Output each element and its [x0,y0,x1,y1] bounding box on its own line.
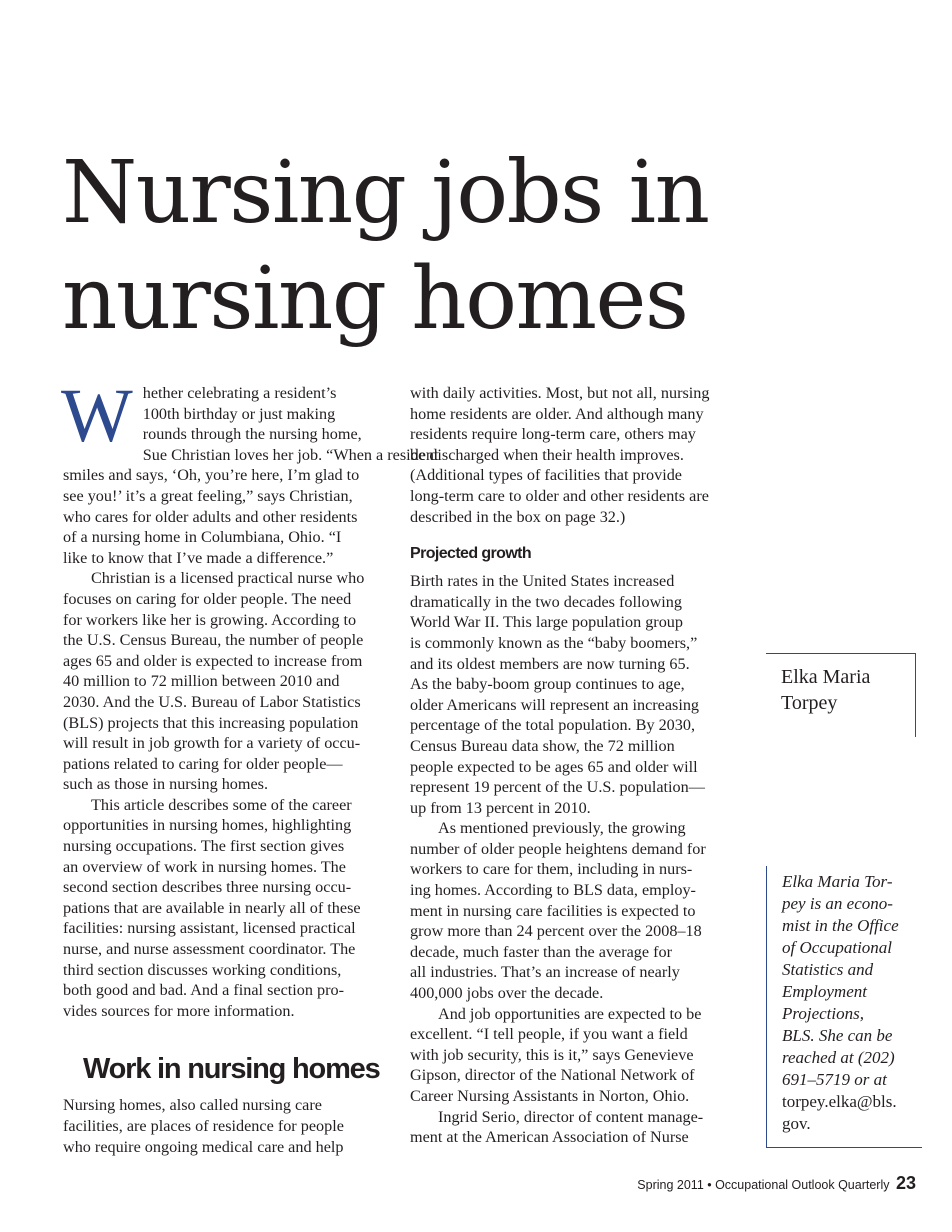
bio-line: pey is an econo- [782,894,893,913]
text-line: ment at the American Association of Nurse [410,1128,689,1147]
text-line: percentage of the total population. By 2030, [410,716,696,735]
text-line: 40 million to 72 million between 2010 and [63,672,340,691]
author-name-line: Torpey [781,692,838,714]
text-line: Career Nursing Assistants in Norton, Ohio. [410,1087,690,1105]
title-line: nursing homes [62,249,688,349]
bio-line: Statistics and [782,960,874,979]
text-line: 100th birthday or just making [142,404,336,423]
text-line: older Americans will represent an increasing [410,695,700,714]
text-line: number of older people heightens demand for [410,839,706,858]
text-line: Ingrid Serio, director of content manage- [438,1107,704,1126]
text-line: see you!’ it’s a great feeling,” says Christian, [63,486,353,505]
bio-line: Elka Maria Tor- [782,872,893,891]
paragraph [63,795,385,1022]
text-line: nursing occupations. The first section gives [63,837,345,856]
text-line: ing homes. According to BLS data, employ- [410,881,696,900]
text-line: who require ongoing medical care and help [63,1137,344,1156]
text-line: of a nursing home in Columbiana, Ohio. “I [63,528,342,547]
text-line: be discharged when their health improves. [410,445,684,464]
text-line: (BLS) projects that this increasing population [63,713,359,732]
bio-line: 691–5719 or at [782,1070,887,1089]
author-name-line: Elka Maria [781,666,871,688]
text-line: an overview of work in nursing homes. The [63,857,346,876]
text-line: 400,000 jobs over the decade. [410,984,604,1003]
article-column-2 [410,383,740,1148]
bio-line: of Occupational [782,938,893,957]
text-line: hether celebrating a resident’s [142,384,337,402]
text-line: residents require long-term care, others may [410,425,696,444]
paragraph [410,383,740,527]
text-line: second section describes three nursing occu- [63,878,352,897]
bio-line: mist in the Office [782,916,899,935]
paragraph [63,1095,385,1157]
text-line: ment in nursing care facilities is expected to [410,901,696,920]
article-title [62,140,709,352]
subheading: Projected growth [410,545,532,563]
text-line: rounds through the nursing home, [142,425,362,444]
text-line: smiles and says, ‘Oh, you’re here, I’m glad to [63,466,360,485]
text-line: who cares for older adults and other residents [63,507,358,526]
footer-text: Spring 2011 • Occupational Outlook Quarterly [637,1178,890,1192]
text-line: Nursing homes, also called nursing care [63,1096,322,1115]
text-line: excellent. “I tell people, if you want a field [410,1025,688,1044]
text-line: is commonly known as the “baby boomers,” [410,633,698,652]
text-line: third section discusses working conditions, [63,960,342,979]
text-line: As mentioned previously, the growing [438,819,686,838]
bio-line: BLS. She can be [782,1026,893,1045]
text-line: grow more than 24 percent over the 2008–18 [410,922,702,941]
author-byline [766,653,916,737]
text-line: ages 65 and older is expected to increase from [63,651,363,670]
text-line: the U.S. Census Bureau, the number of people [63,631,364,650]
text-line: and its oldest members are now turning 65. [410,654,690,673]
text-line: pations related to caring for older people— [63,754,343,773]
paragraph [63,568,385,795]
text-line: like to know that I’ve made a difference.” [63,548,334,567]
text-line: opportunities in nursing homes, highlighting [63,816,352,835]
text-line: with daily activities. Most, but not all, nursing [410,384,710,402]
bio-line: Employment [782,982,867,1001]
text-line: (Additional types of facilities that provide [410,466,682,485]
text-line: decade, much faster than the average for [410,942,673,961]
text-line: Christian is a licensed practical nurse who [91,569,365,588]
text-line: both good and bad. And a final section pro- [63,981,344,1000]
paragraph [63,445,439,569]
text-line: 2030. And the U.S. Bureau of Labor Statistics [63,692,361,711]
text-line: with job security, this is it,” says Genevieve [410,1045,694,1064]
bio-line: reached at (202) [782,1048,895,1067]
text-line: all industries. That’s an increase of nearly [410,963,680,982]
article-column-1 [61,374,439,1157]
text-line: described in the box on page 32.) [410,507,626,526]
paragraph [410,571,740,818]
text-line: facilities: nursing assistant, licensed practical [63,919,356,938]
text-line: focuses on caring for older people. The need [63,589,352,608]
text-line: World War II. This large population group [410,613,683,632]
page-footer [637,1173,916,1194]
text-line: nurse, and nurse assessment coordinator. The [63,940,356,959]
text-line: dramatically in the two decades following [410,592,682,611]
text-line: Gipson, director of the National Network of [410,1066,695,1085]
paragraph [410,1107,740,1148]
bio-email-line: torpey.elka@bls. [782,1092,897,1111]
text-line: Birth rates in the United States increased [410,572,675,591]
text-line: vides sources for more information. [63,1001,295,1020]
text-line: home residents are older. And although many [410,404,704,423]
text-line: Census Bureau data show, the 72 million [410,736,675,755]
author-bio [766,866,922,1148]
text-line: up from 13 percent in 2010. [410,798,591,817]
text-line: long-term care to older and other residents are [410,486,709,505]
text-line: As the baby-boom group continues to age, [410,675,685,694]
bio-email-line: gov. [782,1114,811,1133]
text-line: for workers like her is growing. According to [63,610,357,629]
text-line: people expected to be ages 65 and older will [410,757,698,776]
text-line: This article describes some of the career [91,795,352,814]
text-line: Sue Christian loves her job. “When a resident [142,445,439,464]
title-line: Nursing jobs in [62,143,709,243]
text-line: such as those in nursing homes. [63,775,269,794]
text-line: represent 19 percent of the U.S. population— [410,778,705,797]
section-heading: Work in nursing homes [83,1053,380,1086]
bio-line: Projections, [782,1004,864,1023]
text-line: workers to care for them, including in nurs- [410,860,693,879]
text-line: will result in job growth for a variety of occu- [63,734,361,753]
paragraph [410,818,740,1003]
page-number: 23 [895,1173,916,1193]
text-line: And job opportunities are expected to be [438,1004,702,1023]
drop-cap: W [61,374,133,458]
text-line: pations that are available in nearly all of these [63,898,361,917]
text-line: facilities, are places of residence for people [63,1117,344,1135]
paragraph [410,1004,740,1107]
